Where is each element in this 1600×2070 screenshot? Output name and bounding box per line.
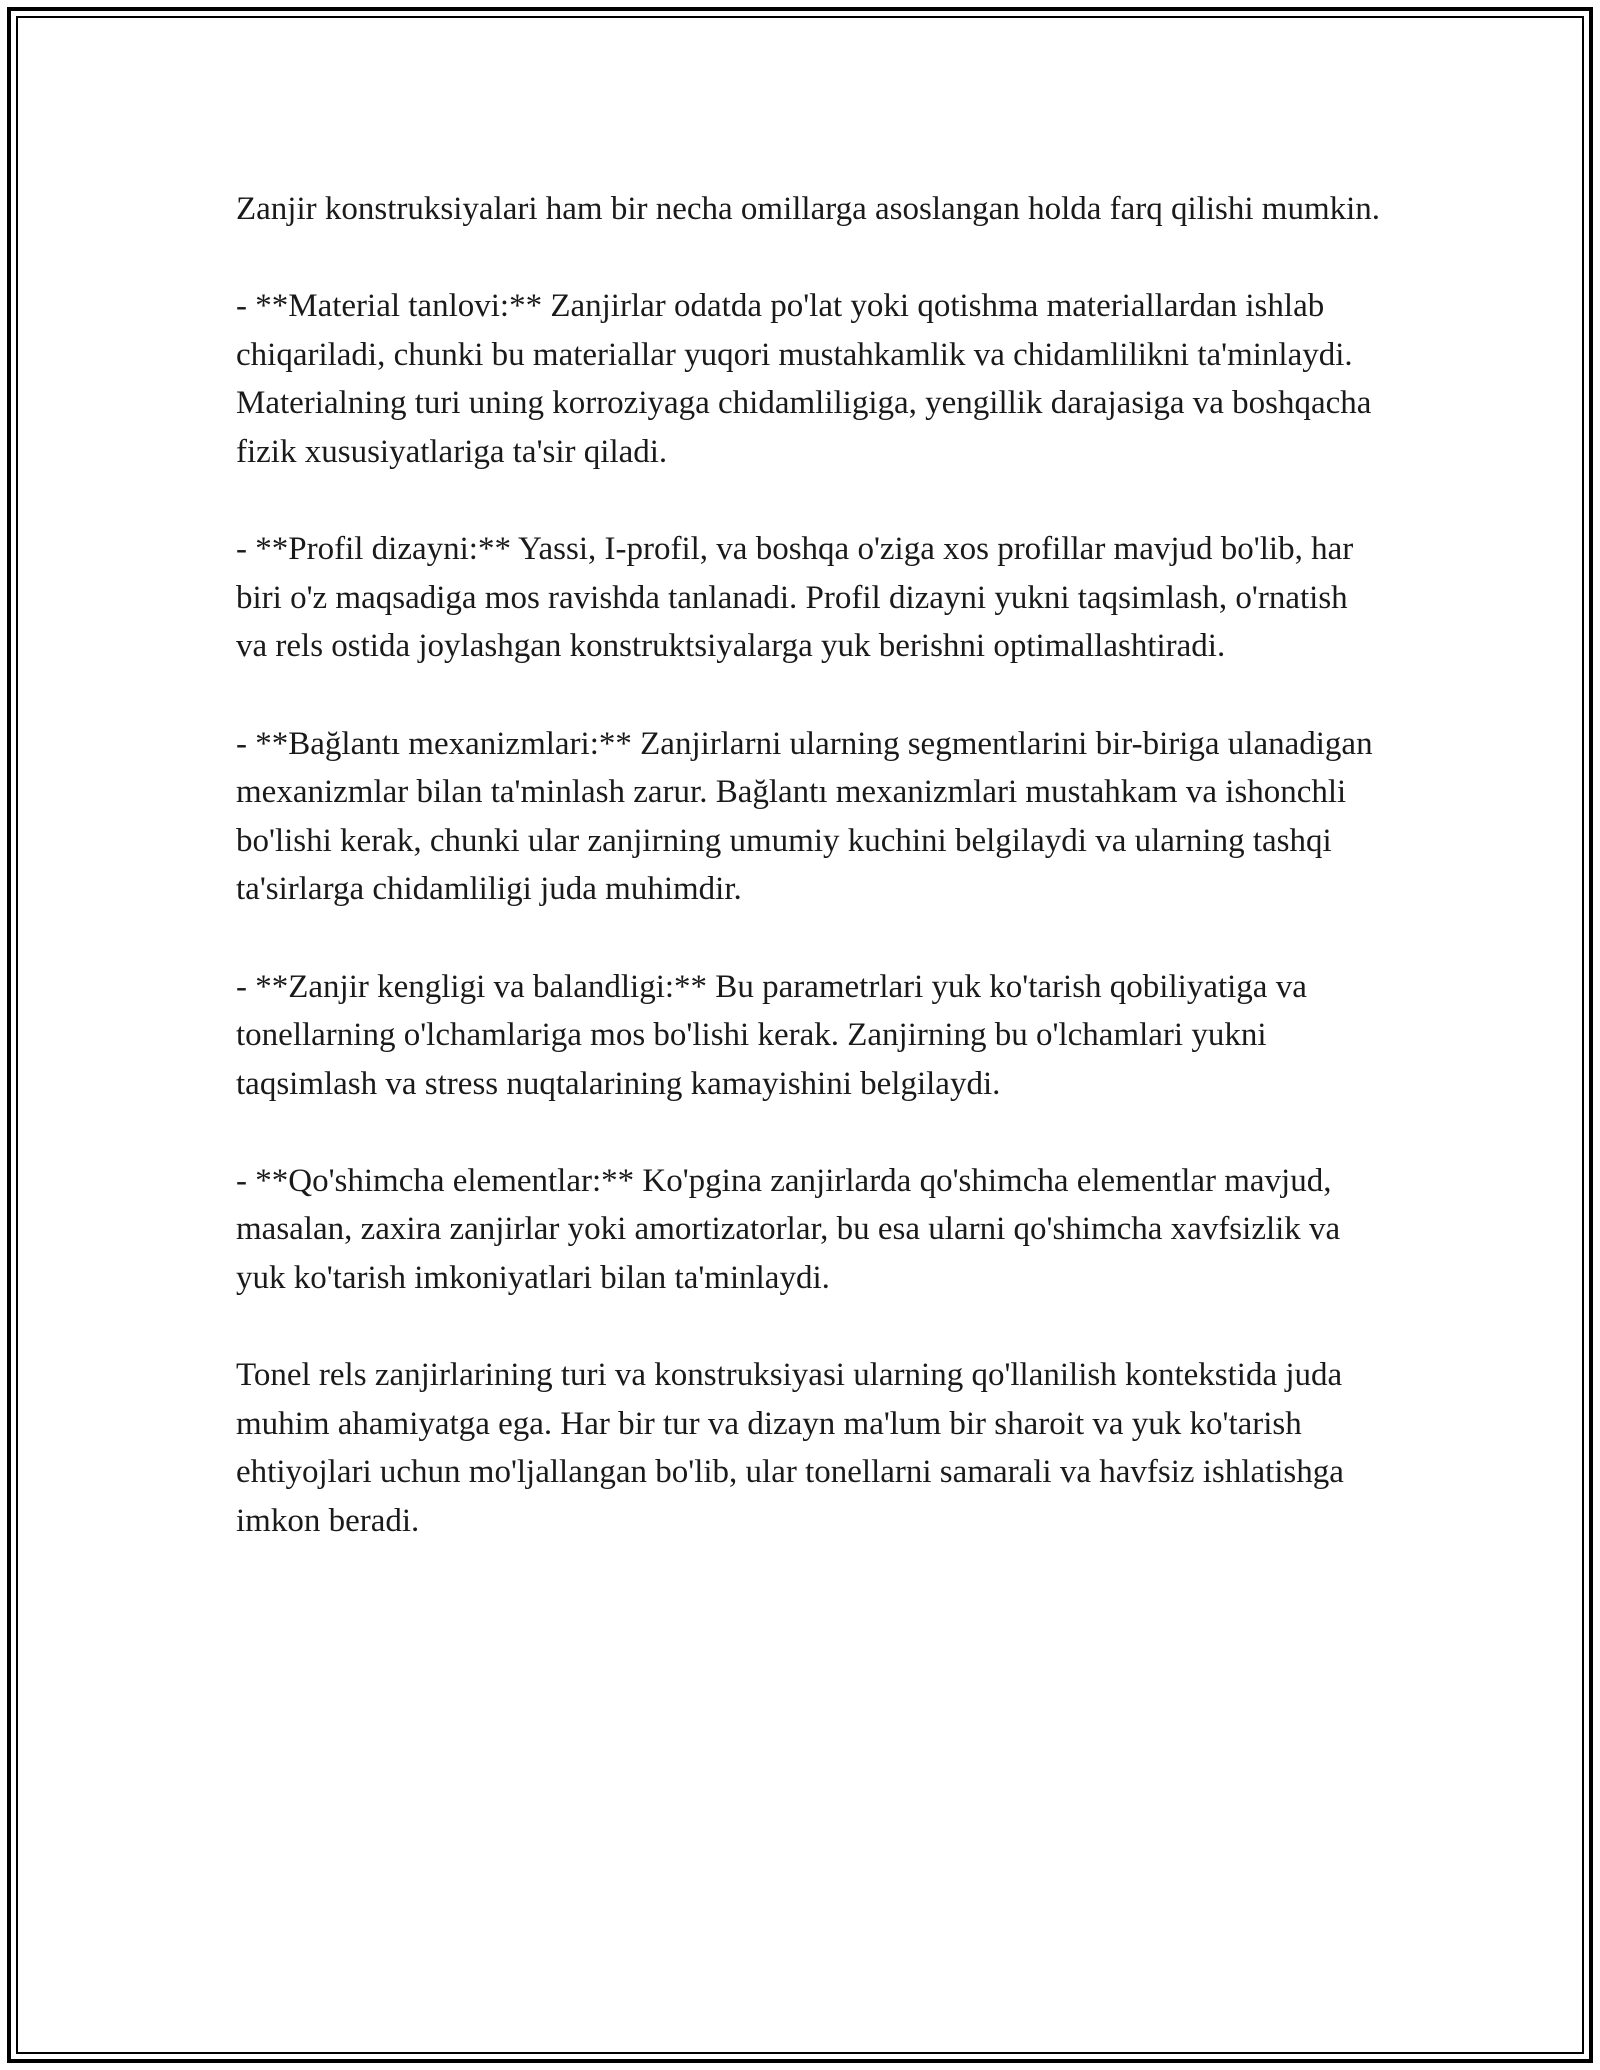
document-body [236,185,1386,1546]
conclusion-paragraph: Tonel rels zanjirlarining turi va konstruksiyasi ularning qo'llanilish kontekstida juda muhim ahamiyatga ega. Har bir tur va dizayn ma'lum bir sharoit va yuk ko'tarish ehtiyojlari uchun mo'ljallangan bo'lib, ular tonellarni samarali va havfsiz ishlatishga imkon beradi. [236,1357,1344,1540]
width-height-paragraph: - **Zanjir kengligi va balandligi:** Bu parametrlari yuk ko'tarish qobiliyatiga va tonellarning o'lchamlariga mos bo'lishi kerak. Zanjirning bu o'lchamlari yukni taqsimlash va stress nuqtalarining kamayishini belgilaydi. [236,968,1307,1102]
profile-paragraph: - **Profil dizayni:** Yassi, I-profil, va boshqa o'ziga xos profillar mavjud bo'lib, har biri o'z maqsadiga mos ravishda tanlanadi. Profil dizayni yukni taqsimlash, o'rnatish va rels ostida joylashgan konstruktsiyalarga yuk berishni optimallashtiradi. [236,531,1354,665]
connection-paragraph: - **Bağlantı mexanizmlari:** Zanjirlarni ularning segmentlarini bir-biriga ulanadigan mexanizmlar bilan ta'minlash zarur. Bağlantı mexanizmlari mustahkam va ishonchli bo'lishi kerak, chunki ular zanjirning umumiy kuchini belgilaydi va ularning tashqi ta'sirlarga chidamliligi juda muhimdir. [236,725,1373,908]
intro-paragraph: Zanjir konstruksiyalari ham bir necha omillarga asoslangan holda farq qilishi mumkin. [236,191,1381,227]
material-paragraph: - **Material tanlovi:** Zanjirlar odatda po'lat yoki qotishma materiallardan ishlab chiqariladi, chunki bu materiallar yuqori mustahkamlik va chidamlilikni ta'minlaydi. Materialning turi uning korroziyaga chidamliligiga, yengillik darajasiga va boshqacha fizik xususiyatlariga ta'sir qiladi. [236,288,1372,470]
additional-elements-paragraph: - **Qo'shimcha elementlar:** Ko'pgina zanjirlarda qo'shimcha elementlar mavjud, masalan, zaxira zanjirlar yoki amortizatorlar, bu esa ularni qo'shimcha xavfsizlik va yuk ko'tarish imkoniyatlari bilan ta'minlaydi. [236,1162,1341,1297]
